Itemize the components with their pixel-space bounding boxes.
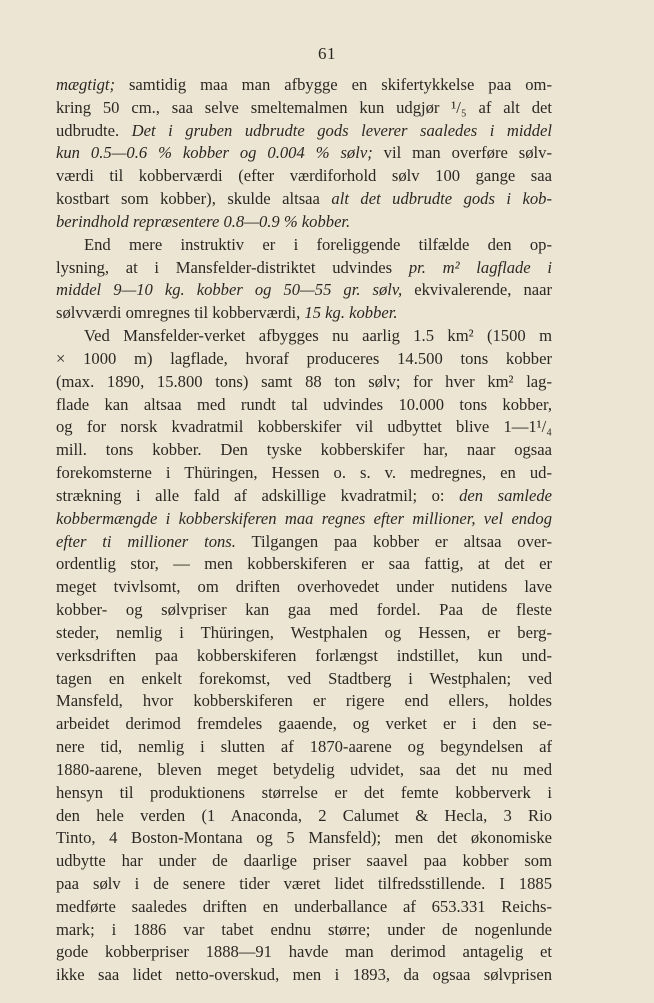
text-line [56, 348, 552, 371]
text-segment: kring 50 cm., saa selve smeltemalmen kun udgjør ¹/₅ af alt det [56, 97, 552, 117]
text-segment: medførte saaledes driften en underballance af 653.331 Reichs- [56, 896, 552, 916]
text-segment: mill. tons kobber. Den tyske kobberskifer har, naar ogsaa [56, 440, 552, 460]
text-line [56, 599, 552, 622]
text-segment: udbrudte. [56, 120, 132, 140]
text-segment: sølvværdi omregnes til kobberværdi, [56, 303, 305, 323]
text-line [56, 622, 552, 645]
text-segment: paa sølv i de senere tider været lidet tilfredsstillende. I 1885 [56, 873, 552, 893]
text-line [56, 257, 552, 280]
text-line [56, 485, 552, 508]
text-line [56, 325, 552, 348]
text-segment: den hele verden (1 Anaconda, 2 Calumet & Hecla, 3 Rio [56, 805, 552, 825]
text-segment: Mansfeld, hvor kobberskiferen er rigere end ellers, holdes [56, 691, 552, 711]
text-segment: tagen en enkelt forekomst, ved Stadtberg i Westphalen; ved [56, 668, 552, 688]
text-segment: flade kan altsaa med rundt tal udvindes 10.000 tons kobber, [56, 394, 552, 414]
italic-text: efter ti millioner tons. [56, 531, 236, 551]
text-line [56, 964, 552, 987]
text-segment: Ved Mansfelder-verket afbygges nu aarlig 1.5 km² (1500 m [84, 326, 552, 346]
text-segment: × 1000 m) lagflade, hvoraf produceres 14.500 tons kobber [56, 348, 552, 368]
text-line [56, 439, 552, 462]
text-segment: udbytte har under de daarlige priser saavel paa kobber som [56, 851, 552, 871]
text-segment: nere tid, nemlig i slutten af 1870-aarene og begyndelsen af [56, 737, 552, 757]
text-line [56, 805, 552, 828]
text-line [56, 873, 552, 896]
text-line [56, 462, 552, 485]
text-segment: Tinto, 4 Boston-Montana og 5 Mansfeld); men det økonomiske [56, 828, 552, 848]
text-line [56, 416, 552, 439]
body-text [56, 74, 552, 987]
text-segment: hensyn til produktionens størrelse er det femte kobberverk i [56, 782, 552, 802]
text-line [56, 508, 552, 531]
text-line [56, 97, 552, 120]
text-segment: meget tvivlsomt, om driften overhovedet under nutidens lave [56, 577, 552, 597]
text-segment: Tilgangen paa kobber er altsaa over- [235, 531, 552, 551]
text-line [56, 279, 552, 302]
text-segment: steder, nemlig i Thüringen, Westphalen og Hessen, er berg- [56, 622, 552, 642]
text-line [56, 896, 552, 919]
text-line [56, 576, 552, 599]
italic-text: kun 0.5—0.6 % kobber og 0.004 % sølv; [56, 143, 373, 163]
text-segment: vil man overføre sølv- [372, 143, 552, 163]
text-segment: mark; i 1886 var tabet endnu større; under de nogenlunde [56, 919, 552, 939]
text-line [56, 713, 552, 736]
text-segment: lysning, at i Mansfelder-distriktet udvindes [56, 257, 409, 277]
text-segment: strækning i alle fald af adskillige kvadratmil; o: [56, 485, 460, 505]
text-line [56, 736, 552, 759]
text-line [56, 759, 552, 782]
text-line [56, 919, 552, 942]
italic-text: Det i gruben udbrudte gods leverer saaledes i middel [131, 120, 552, 140]
page-number: 61 [318, 44, 336, 63]
text-segment: (max. 1890, 15.800 tons) samt 88 ton sølv; for hver km² lag- [56, 371, 552, 391]
text-line [56, 531, 552, 554]
text-segment: samtidig maa man afbygge en skifertykkelse paa om- [115, 75, 552, 94]
italic-text: 15 kg. kobber. [304, 303, 398, 323]
italic-text: pr. m² lagflade i [408, 257, 552, 277]
text-segment: gode kobberpriser 1888—91 havde man derimod antagelig et [56, 942, 552, 962]
text-segment: 1880-aarene, bleven meget betydelig udvidet, saa det nu med [56, 759, 552, 779]
text-segment: kobber- og sølvpriser kan gaa med fordel. Paa de fleste [56, 600, 552, 620]
text-line [56, 850, 552, 873]
text-line [56, 645, 552, 668]
text-line [56, 941, 552, 964]
text-line [56, 120, 552, 143]
italic-text: mægtigt; [56, 75, 116, 94]
text-line [56, 371, 552, 394]
text-segment: arbeidet derimod fremdeles gaaende, og verket er i den se- [56, 714, 552, 734]
text-line [56, 302, 552, 325]
text-line [56, 211, 552, 234]
text-line [56, 827, 552, 850]
italic-text: berindhold repræsentere 0.8—0.9 % kobber. [56, 211, 351, 231]
text-line [56, 690, 552, 713]
italic-text: den samlede [459, 485, 553, 505]
text-segment: ordentlig stor, — men kobberskiferen er saa fattig, at det er [56, 554, 552, 574]
text-segment: End mere instruktiv er i foreliggende tilfælde den op- [84, 234, 552, 254]
text-line [56, 668, 552, 691]
text-segment: og for norsk kvadratmil kobberskifer vil udbyttet blive 1—1¹/₄ [56, 417, 552, 437]
text-segment: kostbart som kobber), skulde altsaa [56, 189, 332, 209]
text-segment: ekvivalerende, naar [402, 280, 552, 300]
text-line [56, 142, 552, 165]
text-line [56, 74, 552, 97]
text-line [56, 165, 552, 188]
italic-text: kobbermængde i kobberskiferen maa regnes efter millioner, vel endog [56, 508, 552, 528]
text-line [56, 553, 552, 576]
text-line [56, 394, 552, 417]
text-line [56, 188, 552, 211]
text-line [56, 234, 552, 257]
text-segment: værdi til kobberværdi (efter værdiforhold sølv 100 gange saa [56, 166, 552, 186]
text-segment: verksdriften paa kobberskiferen forlængst indstillet, kun und- [56, 645, 552, 665]
text-segment: forekomsterne i Thüringen, Hessen o. s. v. medregnes, en ud- [56, 463, 552, 483]
text-line [56, 782, 552, 805]
text-segment: ikke saa lidet netto-overskud, men i 1893, da ogsaa sølvprisen [56, 965, 552, 985]
italic-text: alt det udbrudte gods i kob- [331, 189, 552, 209]
italic-text: middel 9—10 kg. kobber og 50—55 gr. sølv, [56, 280, 403, 300]
